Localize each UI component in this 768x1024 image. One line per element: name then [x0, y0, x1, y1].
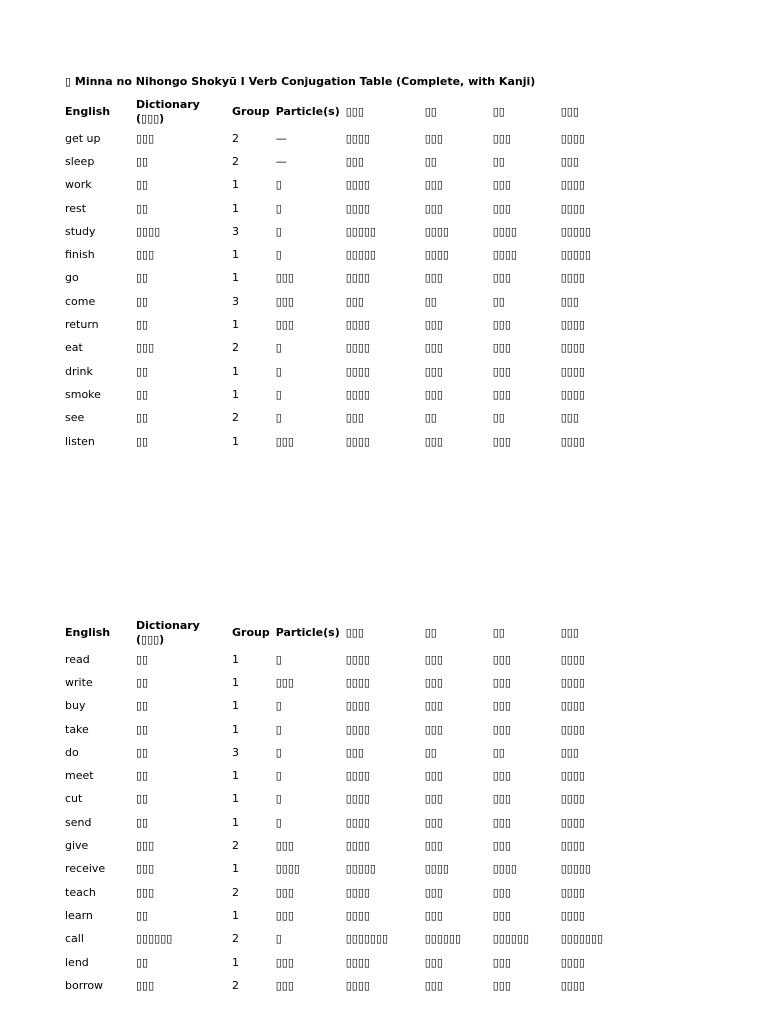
cell-col5: ▯▯▯▯ [345, 839, 370, 853]
cell-col8: ▯▯▯▯ [560, 201, 585, 215]
cell-col8: ▯▯▯▯▯ [560, 224, 591, 238]
cell-col8: ▯▯▯▯ [560, 769, 585, 783]
cell-group: 1 [232, 364, 239, 378]
cell-col5: ▯▯▯▯ [345, 318, 370, 332]
cell-particles: ▯ [275, 341, 282, 355]
cell-col7: ▯▯▯ [492, 131, 511, 145]
cell-col7: ▯▯▯ [492, 364, 511, 378]
cell-group: 1 [232, 815, 239, 829]
cell-dictionary: ▯▯ [136, 434, 149, 448]
cell-english: read [65, 652, 90, 666]
header-col7: ▯▯ [492, 105, 505, 118]
cell-col5: ▯▯▯▯ [345, 387, 370, 401]
cell-particles: ▯▯▯ [275, 294, 294, 308]
cell-col8: ▯▯▯▯▯▯▯ [560, 932, 604, 946]
cell-col5: ▯▯▯▯ [345, 434, 370, 448]
cell-english: do [65, 745, 79, 759]
cell-col5: ▯▯▯▯ [345, 815, 370, 829]
cell-dictionary: ▯▯ [136, 154, 149, 168]
cell-dictionary: ▯▯▯ [136, 885, 155, 899]
cell-dictionary: ▯▯ [136, 815, 149, 829]
cell-col8: ▯▯▯▯ [560, 178, 585, 192]
cell-english: come [65, 294, 96, 308]
cell-col7: ▯▯▯ [492, 271, 511, 285]
cell-col6: ▯▯ [424, 745, 437, 759]
cell-col7: ▯▯▯ [492, 434, 511, 448]
cell-group: 1 [232, 178, 239, 192]
cell-col6: ▯▯▯ [424, 769, 443, 783]
cell-col8: ▯▯▯ [560, 294, 579, 308]
cell-particles: ▯ [275, 387, 282, 401]
cell-english: call [65, 932, 84, 946]
cell-particles: ▯ [275, 411, 282, 425]
cell-col8: ▯▯▯▯ [560, 131, 585, 145]
cell-english: cut [65, 792, 83, 806]
cell-dictionary: ▯▯▯▯ [136, 224, 161, 238]
cell-group: 2 [232, 979, 239, 993]
cell-col7: ▯▯▯ [492, 839, 511, 853]
cell-col6: ▯▯▯ [424, 815, 443, 829]
cell-col7: ▯▯ [492, 294, 505, 308]
table-row [62, 337, 624, 360]
cell-col8: ▯▯▯▯ [560, 364, 585, 378]
cell-group: 1 [232, 862, 239, 876]
cell-col7: ▯▯▯ [492, 885, 511, 899]
cell-english: work [65, 178, 92, 192]
cell-particles: ▯▯▯ [275, 318, 294, 332]
cell-col6: ▯▯▯ [424, 364, 443, 378]
cell-english: borrow [65, 979, 104, 993]
cell-col5: ▯▯▯▯ [345, 955, 370, 969]
cell-col7: ▯▯▯ [492, 722, 511, 736]
cell-dictionary: ▯▯▯ [136, 839, 155, 853]
cell-col8: ▯▯▯▯▯ [560, 862, 591, 876]
cell-col6: ▯▯▯ [424, 341, 443, 355]
cell-col6: ▯▯▯ [424, 318, 443, 332]
cell-col8: ▯▯▯▯▯ [560, 248, 591, 262]
cell-english: go [65, 271, 79, 285]
cell-col7: ▯▯▯ [492, 979, 511, 993]
cell-group: 1 [232, 722, 239, 736]
cell-col6: ▯▯▯▯▯▯ [424, 932, 462, 946]
cell-group: 2 [232, 411, 239, 425]
verb-table-2 [62, 618, 624, 998]
table-row [62, 243, 624, 266]
cell-col7: ▯▯▯ [492, 387, 511, 401]
table-row [62, 695, 624, 718]
table-row [62, 858, 624, 881]
table-row [62, 881, 624, 904]
cell-english: return [65, 318, 99, 332]
cell-col5: ▯▯▯▯ [345, 792, 370, 806]
table-row [62, 197, 624, 220]
cell-particles: ▯▯▯▯ [275, 862, 300, 876]
cell-col8: ▯▯▯ [560, 154, 579, 168]
table-row [62, 928, 624, 951]
cell-col5: ▯▯▯▯ [345, 201, 370, 215]
cell-col5: ▯▯▯▯ [345, 885, 370, 899]
cell-english: give [65, 839, 89, 853]
cell-english: write [65, 675, 93, 689]
cell-col6: ▯▯ [424, 294, 437, 308]
cell-group: 1 [232, 792, 239, 806]
header-particles: Particle(s) [275, 105, 340, 118]
cell-group: 2 [232, 131, 239, 145]
table-body [62, 127, 624, 454]
cell-col7: ▯▯▯ [492, 201, 511, 215]
cell-particles: ▯ [275, 652, 282, 666]
cell-col7: ▯▯▯ [492, 652, 511, 666]
cell-col5: ▯▯▯ [345, 745, 364, 759]
table-row [62, 290, 624, 313]
cell-col6: ▯▯▯ [424, 178, 443, 192]
cell-particles: ▯ [275, 699, 282, 713]
cell-english: receive [65, 862, 106, 876]
cell-dictionary: ▯▯ [136, 387, 149, 401]
cell-particles: ▯▯▯ [275, 955, 294, 969]
cell-group: 1 [232, 652, 239, 666]
cell-english: get up [65, 131, 101, 145]
cell-particles: ▯ [275, 745, 282, 759]
cell-col6: ▯▯ [424, 411, 437, 425]
cell-dictionary: ▯▯ [136, 675, 149, 689]
cell-col5: ▯▯▯▯▯ [345, 248, 376, 262]
cell-dictionary: ▯▯▯ [136, 979, 155, 993]
cell-group: 1 [232, 271, 239, 285]
cell-english: buy [65, 699, 86, 713]
header-col5: ▯▯▯ [345, 626, 364, 639]
cell-col6: ▯▯▯ [424, 675, 443, 689]
cell-group: 3 [232, 745, 239, 759]
cell-col7: ▯▯ [492, 154, 505, 168]
cell-col7: ▯▯▯ [492, 699, 511, 713]
cell-col5: ▯▯▯▯ [345, 908, 370, 922]
cell-english: lend [65, 955, 89, 969]
cell-col8: ▯▯▯▯ [560, 675, 585, 689]
cell-english: rest [65, 201, 87, 215]
table-row [62, 648, 624, 671]
cell-col5: ▯▯▯ [345, 294, 364, 308]
cell-col6: ▯▯▯ [424, 131, 443, 145]
table-row [62, 430, 624, 454]
cell-group: 1 [232, 675, 239, 689]
header-english: English [65, 105, 111, 118]
cell-col8: ▯▯▯▯ [560, 699, 585, 713]
header-english: English [65, 626, 111, 639]
cell-dictionary: ▯▯ [136, 652, 149, 666]
cell-col6: ▯▯▯ [424, 979, 443, 993]
table-body [62, 648, 624, 998]
cell-col5: ▯▯▯▯ [345, 271, 370, 285]
header-col7: ▯▯ [492, 626, 505, 639]
cell-dictionary: ▯▯ [136, 769, 149, 783]
cell-col6: ▯▯▯ [424, 955, 443, 969]
cell-group: 1 [232, 434, 239, 448]
cell-english: see [65, 411, 85, 425]
cell-col8: ▯▯▯▯ [560, 652, 585, 666]
cell-col6: ▯▯▯▯ [424, 862, 449, 876]
cell-particles: ▯ [275, 248, 282, 262]
cell-col7: ▯▯ [492, 411, 505, 425]
cell-col8: ▯▯▯▯ [560, 387, 585, 401]
header-col6: ▯▯ [424, 626, 437, 639]
cell-particles: ▯ [275, 201, 282, 215]
table-row [62, 127, 624, 150]
table-row [62, 834, 624, 857]
cell-particles: ▯ [275, 792, 282, 806]
cell-col7: ▯▯▯ [492, 908, 511, 922]
cell-group: 1 [232, 248, 239, 262]
cell-col8: ▯▯▯ [560, 745, 579, 759]
header-col5: ▯▯▯ [345, 105, 364, 118]
cell-col5: ▯▯▯▯ [345, 178, 370, 192]
table-row [62, 764, 624, 787]
cell-col5: ▯▯▯▯ [345, 722, 370, 736]
header-dictionary: Dictionary (▯▯▯) [136, 619, 200, 646]
cell-dictionary: ▯▯ [136, 318, 149, 332]
cell-col6: ▯▯▯ [424, 839, 443, 853]
cell-col6: ▯▯▯ [424, 652, 443, 666]
cell-dictionary: ▯▯▯ [136, 248, 155, 262]
cell-particles: ▯▯▯ [275, 885, 294, 899]
cell-dictionary: ▯▯ [136, 955, 149, 969]
cell-col6: ▯▯▯ [424, 722, 443, 736]
cell-col8: ▯▯▯▯ [560, 955, 585, 969]
cell-group: 1 [232, 908, 239, 922]
cell-col6: ▯▯▯▯ [424, 248, 449, 262]
cell-english: meet [65, 769, 94, 783]
cell-col5: ▯▯▯▯ [345, 675, 370, 689]
cell-col8: ▯▯▯▯ [560, 885, 585, 899]
cell-english: take [65, 722, 89, 736]
cell-col7: ▯▯▯▯ [492, 248, 517, 262]
cell-col5: ▯▯▯▯▯ [345, 862, 376, 876]
cell-col6: ▯▯▯ [424, 434, 443, 448]
cell-col8: ▯▯▯▯ [560, 341, 585, 355]
cell-col6: ▯▯▯ [424, 885, 443, 899]
cell-col5: ▯▯▯ [345, 411, 364, 425]
cell-english: study [65, 224, 96, 238]
cell-particles: ▯▯▯ [275, 271, 294, 285]
cell-group: 2 [232, 885, 239, 899]
cell-col7: ▯▯▯ [492, 955, 511, 969]
cell-col5: ▯▯▯▯ [345, 979, 370, 993]
cell-col8: ▯▯▯▯ [560, 839, 585, 853]
cell-particles: ▯ [275, 932, 282, 946]
header-group: Group [232, 105, 270, 118]
header-col8: ▯▯▯ [560, 626, 579, 639]
document-title: ▯ Minna no Nihongo Shokyū I Verb Conjugation Table (Complete, with Kanji) [65, 75, 536, 88]
table-row [62, 360, 624, 383]
cell-english: send [65, 815, 92, 829]
cell-col6: ▯▯▯ [424, 908, 443, 922]
cell-dictionary: ▯▯▯ [136, 341, 155, 355]
cell-group: 2 [232, 932, 239, 946]
header-row [62, 618, 624, 648]
cell-col7: ▯▯▯ [492, 815, 511, 829]
cell-col7: ▯▯ [492, 745, 505, 759]
cell-col5: ▯▯▯▯ [345, 699, 370, 713]
table-row [62, 150, 624, 173]
cell-group: 1 [232, 387, 239, 401]
cell-english: teach [65, 885, 96, 899]
cell-group: 1 [232, 699, 239, 713]
cell-col6: ▯▯▯ [424, 699, 443, 713]
cell-english: drink [65, 364, 93, 378]
cell-english: finish [65, 248, 95, 262]
cell-english: listen [65, 434, 95, 448]
cell-col7: ▯▯▯ [492, 792, 511, 806]
cell-particles: — [275, 154, 287, 168]
cell-col5: ▯▯▯▯▯▯▯ [345, 932, 389, 946]
cell-dictionary: ▯▯▯ [136, 131, 155, 145]
cell-col8: ▯▯▯▯ [560, 792, 585, 806]
table-row [62, 788, 624, 811]
cell-particles: ▯ [275, 364, 282, 378]
table-row [62, 313, 624, 336]
cell-group: 2 [232, 341, 239, 355]
cell-particles: — [275, 131, 287, 145]
table-row [62, 267, 624, 290]
cell-dictionary: ▯▯ [136, 294, 149, 308]
table-row [62, 174, 624, 197]
cell-col6: ▯▯▯ [424, 201, 443, 215]
cell-particles: ▯▯▯ [275, 675, 294, 689]
cell-particles: ▯ [275, 178, 282, 192]
cell-dictionary: ▯▯ [136, 364, 149, 378]
cell-col6: ▯▯ [424, 154, 437, 168]
cell-col7: ▯▯▯▯▯▯ [492, 932, 530, 946]
cell-col5: ▯▯▯▯▯ [345, 224, 376, 238]
cell-col8: ▯▯▯▯ [560, 979, 585, 993]
cell-group: 3 [232, 294, 239, 308]
cell-group: 3 [232, 224, 239, 238]
cell-col6: ▯▯▯ [424, 271, 443, 285]
cell-col5: ▯▯▯ [345, 154, 364, 168]
cell-dictionary: ▯▯ [136, 745, 149, 759]
table-row [62, 951, 624, 974]
cell-particles: ▯▯▯ [275, 979, 294, 993]
cell-col7: ▯▯▯ [492, 675, 511, 689]
cell-dictionary: ▯▯ [136, 411, 149, 425]
cell-col7: ▯▯▯ [492, 769, 511, 783]
header-dictionary: Dictionary (▯▯▯) [136, 98, 200, 125]
cell-group: 1 [232, 318, 239, 332]
cell-dictionary: ▯▯ [136, 201, 149, 215]
cell-particles: ▯ [275, 722, 282, 736]
cell-col6: ▯▯▯ [424, 792, 443, 806]
cell-col8: ▯▯▯ [560, 411, 579, 425]
cell-col6: ▯▯▯▯ [424, 224, 449, 238]
table-row [62, 718, 624, 741]
header-particles: Particle(s) [275, 626, 340, 639]
cell-dictionary: ▯▯▯▯▯▯ [136, 932, 173, 946]
cell-col8: ▯▯▯▯ [560, 908, 585, 922]
table-row [62, 974, 624, 998]
cell-dictionary: ▯▯ [136, 908, 149, 922]
cell-col5: ▯▯▯▯ [345, 341, 370, 355]
cell-col8: ▯▯▯▯ [560, 271, 585, 285]
cell-col5: ▯▯▯▯ [345, 652, 370, 666]
table-row [62, 811, 624, 834]
cell-col7: ▯▯▯▯ [492, 862, 517, 876]
cell-col8: ▯▯▯▯ [560, 722, 585, 736]
cell-english: learn [65, 908, 93, 922]
cell-col5: ▯▯▯▯ [345, 769, 370, 783]
cell-group: 1 [232, 769, 239, 783]
table-row [62, 407, 624, 430]
cell-english: sleep [65, 154, 95, 168]
cell-particles: ▯▯▯ [275, 434, 294, 448]
cell-dictionary: ▯▯▯ [136, 862, 155, 876]
cell-particles: ▯▯▯ [275, 839, 294, 853]
cell-group: 2 [232, 154, 239, 168]
verb-table-1 [62, 97, 624, 454]
cell-col7: ▯▯▯ [492, 341, 511, 355]
cell-dictionary: ▯▯ [136, 792, 149, 806]
cell-particles: ▯▯▯ [275, 908, 294, 922]
cell-col8: ▯▯▯▯ [560, 318, 585, 332]
cell-col8: ▯▯▯▯ [560, 434, 585, 448]
cell-col5: ▯▯▯▯ [345, 131, 370, 145]
cell-dictionary: ▯▯ [136, 178, 149, 192]
cell-particles: ▯ [275, 769, 282, 783]
cell-english: eat [65, 341, 83, 355]
cell-col6: ▯▯▯ [424, 387, 443, 401]
cell-group: 1 [232, 955, 239, 969]
table-row [62, 671, 624, 694]
header-group: Group [232, 626, 270, 639]
cell-col7: ▯▯▯▯ [492, 224, 517, 238]
header-col6: ▯▯ [424, 105, 437, 118]
header-row [62, 97, 624, 127]
table-row [62, 220, 624, 243]
cell-particles: ▯ [275, 224, 282, 238]
cell-col7: ▯▯▯ [492, 178, 511, 192]
cell-dictionary: ▯▯ [136, 722, 149, 736]
cell-col7: ▯▯▯ [492, 318, 511, 332]
header-col8: ▯▯▯ [560, 105, 579, 118]
cell-dictionary: ▯▯ [136, 699, 149, 713]
table-row [62, 904, 624, 927]
cell-col8: ▯▯▯▯ [560, 815, 585, 829]
cell-col5: ▯▯▯▯ [345, 364, 370, 378]
cell-dictionary: ▯▯ [136, 271, 149, 285]
table-row [62, 383, 624, 406]
cell-particles: ▯ [275, 815, 282, 829]
cell-english: smoke [65, 387, 101, 401]
table-row [62, 741, 624, 764]
cell-group: 1 [232, 201, 239, 215]
cell-group: 2 [232, 839, 239, 853]
